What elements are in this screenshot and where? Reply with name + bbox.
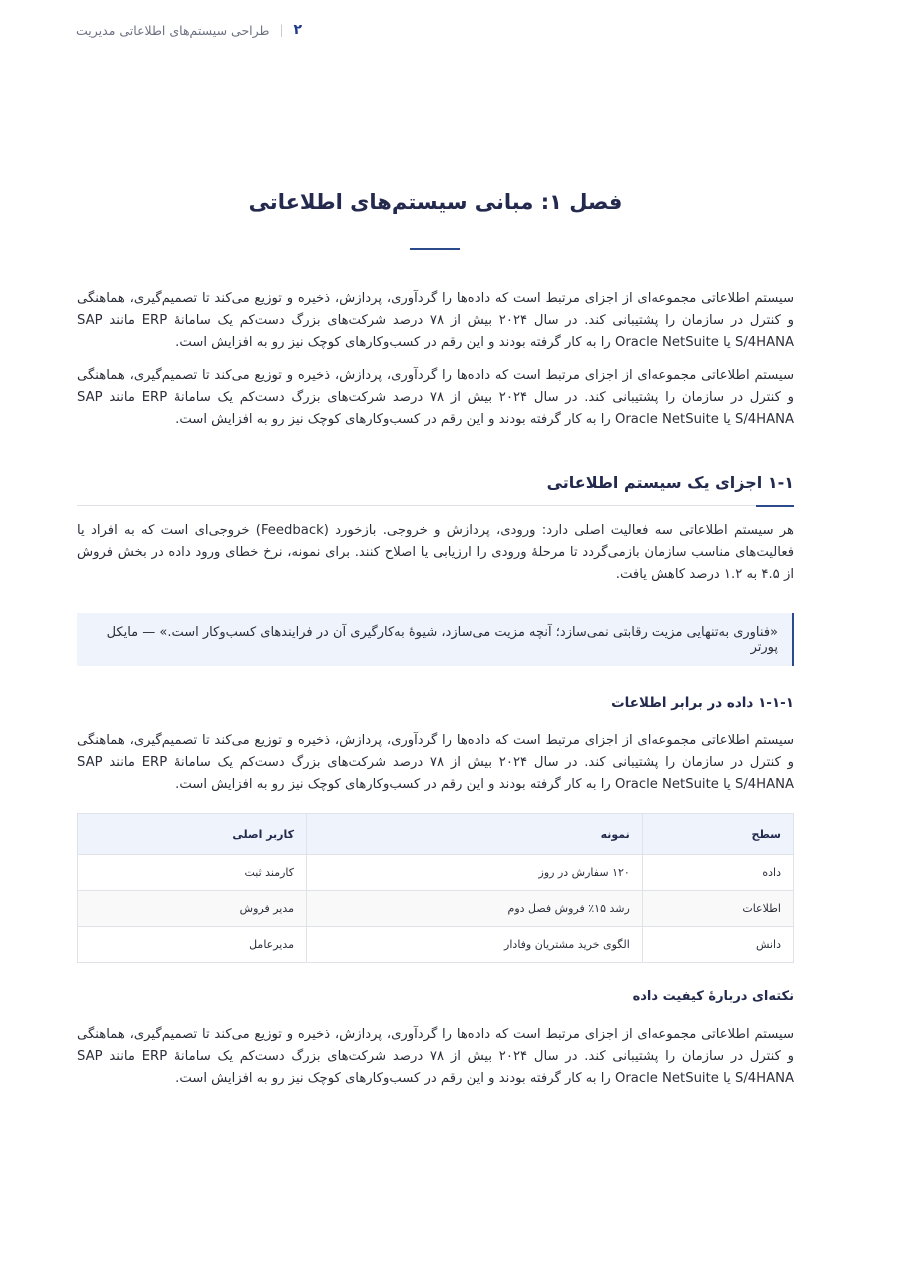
section-heading-rule-accent: [756, 505, 794, 507]
note-heading: [77, 989, 794, 1004]
chapter-title: فصل ۱: مبانی سیستم‌های اطلاعاتی: [248, 190, 623, 214]
data-vs-info-paragraph: [77, 730, 794, 796]
paragraph-text: هر سیستم اطلاعاتی سه فعالیت اصلی دارد: ورودی، پردازش و خروجی. بازخورد (Feedback) خروجی‌ای است که به افراد یا فعالیت‌های مناسب سازمان بازمی‌گردد تا مرحلهٔ ورودی را ارزیابی یا اصلاح کنند. برای نمونه، نرخ خطای ورود داده در بخش فروش از ۴.۵ به ۱.۲ درصد کاهش یافت.: [77, 523, 794, 582]
section-heading-rule: [77, 505, 794, 506]
pull-quote: [77, 613, 794, 666]
paragraph-text: سیستم اطلاعاتی مجموعه‌ای از اجزای مرتبط است که داده‌ها را گردآوری، پردازش، ذخیره و توزیع می‌کند تا تصمیم‌گیری، هماهنگی و کنترل در سازمان را پشتیبانی کند. در سال ۲۰۲۴ بیش از ۷۸ درصد شرکت‌های بزرگ دست‌کم یک سامانهٔ ERP مانند SAP S/4HANA یا Oracle NetSuite را به کار گرفته بودند و این رقم در کسب‌وکارهای کوچک نیز رو به افزایش است.: [77, 368, 794, 427]
paragraph-text: سیستم اطلاعاتی مجموعه‌ای از اجزای مرتبط است که داده‌ها را گردآوری، پردازش، ذخیره و توزیع می‌کند تا تصمیم‌گیری، هماهنگی و کنترل در سازمان را پشتیبانی کند. در سال ۲۰۲۴ بیش از ۷۸ درصد شرکت‌های بزرگ دست‌کم یک سامانهٔ ERP مانند SAP S/4HANA یا Oracle NetSuite را به کار گرفته بودند و این رقم در کسب‌وکارهای کوچک نیز رو به افزایش است.: [77, 733, 794, 792]
table-cell: مدیرعامل: [78, 927, 307, 963]
quote-text: «فناوری به‌تنهایی مزیت رقابتی نمی‌سازد؛ آنچه مزیت می‌سازد، شیوهٔ به‌کارگیری آن در فرایندهای کسب‌وکار است.» — مایکل پورتر: [106, 624, 778, 655]
section-heading-1-1-1: [77, 695, 794, 711]
table-row: [78, 855, 794, 891]
quality-paragraph: [77, 1024, 794, 1090]
table-row: [78, 927, 794, 963]
page-number: ۲: [293, 22, 303, 38]
table-header-row: [78, 814, 794, 855]
table-cell: کارمند ثبت: [78, 855, 307, 891]
table-cell: دانش: [642, 927, 793, 963]
table-header-cell: سطح: [642, 814, 793, 855]
table-cell: الگوی خرید مشتریان وفادار: [307, 927, 643, 963]
table-header-cell: نمونه: [307, 814, 643, 855]
paragraph-text: سیستم اطلاعاتی مجموعه‌ای از اجزای مرتبط است که داده‌ها را گردآوری، پردازش، ذخیره و توزیع می‌کند تا تصمیم‌گیری، هماهنگی و کنترل در سازمان را پشتیبانی کند. در سال ۲۰۲۴ بیش از ۷۸ درصد شرکت‌های بزرگ دست‌کم یک سامانهٔ ERP مانند SAP S/4HANA یا Oracle NetSuite را به کار گرفته بودند و این رقم در کسب‌وکارهای کوچک نیز رو به افزایش است.: [77, 1027, 794, 1086]
table-cell: اطلاعات: [642, 891, 793, 927]
running-header: [76, 20, 303, 40]
header-separator: |: [279, 23, 284, 37]
table-cell: ۱۲۰ سفارش در روز: [307, 855, 643, 891]
components-paragraph: [77, 520, 794, 586]
table-header-cell: کاربر اصلی: [78, 814, 307, 855]
table-cell: مدیر فروش: [78, 891, 307, 927]
book-title: طراحی سیستم‌های اطلاعاتی مدیریت: [76, 22, 270, 38]
chapter-title-rule: [410, 248, 460, 250]
paragraph-text: سیستم اطلاعاتی مجموعه‌ای از اجزای مرتبط است که داده‌ها را گردآوری، پردازش، ذخیره و توزیع می‌کند تا تصمیم‌گیری، هماهنگی و کنترل در سازمان را پشتیبانی کند. در سال ۲۰۲۴ بیش از ۷۸ درصد شرکت‌های بزرگ دست‌کم یک سامانهٔ ERP مانند SAP S/4HANA یا Oracle NetSuite را به کار گرفته بودند و این رقم در کسب‌وکارهای کوچک نیز رو به افزایش است.: [77, 291, 794, 350]
section-heading-1-1: [77, 473, 794, 492]
subsection-title: ۱-۱-۱ داده در برابر اطلاعات: [611, 695, 794, 711]
intro-paragraph-2: [77, 365, 794, 431]
table-cell: داده: [642, 855, 793, 891]
levels-table: [77, 813, 794, 963]
table-cell: رشد ۱۵٪ فروش فصل دوم: [307, 891, 643, 927]
table-row: [78, 891, 794, 927]
intro-paragraph-1: [77, 288, 794, 354]
section-title: ۱-۱ اجزای یک سیستم اطلاعاتی: [546, 473, 794, 492]
note-title: نکته‌ای دربارهٔ کیفیت داده: [632, 989, 794, 1004]
